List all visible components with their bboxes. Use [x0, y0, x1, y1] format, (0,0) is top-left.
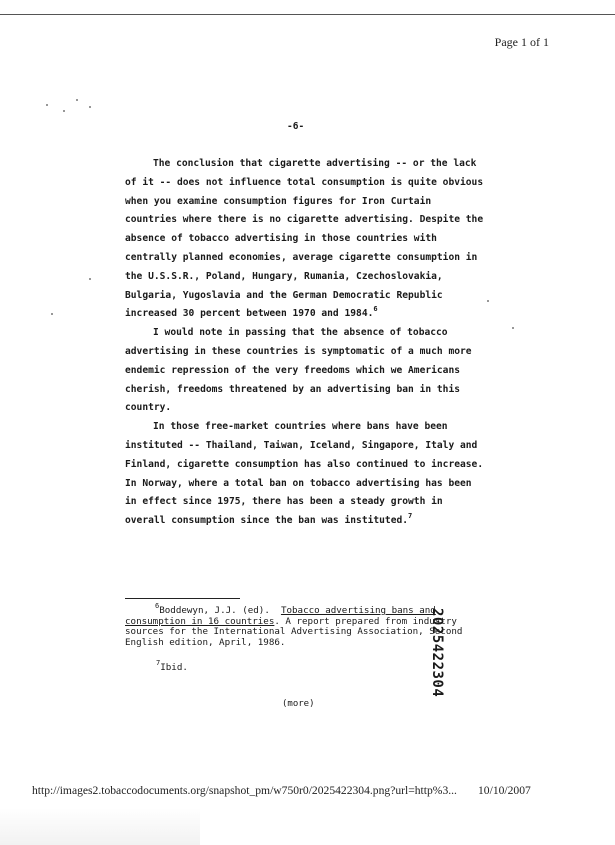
scan-speck — [63, 110, 65, 112]
page-count-header: Page 1 of 1 — [494, 35, 549, 49]
scan-speck — [51, 313, 53, 315]
paragraph-3: In those free-market countries where bans have been instituted -- Thailand, Taiwan, Iceland, Singapore, Italy and Finland, cigarette consumption has also continued to increase. In Norway, where a total ban on tobacco advertising has been in effect since 1975, there has been a steady growth in overall consumption since the ban was instituted.$^7$ — [125, 421, 484, 527]
footnote-ref-7: 7 — [408, 512, 413, 521]
top-rule — [0, 14, 615, 15]
paragraph-2: I would note in passing that the absence of tobacco advertising in these countries is symptomatic of a much more endemic repression of the very freedoms which we Americans cherish, freedoms threatened by an advertising ban in this country. — [125, 327, 472, 414]
footnote-rule — [125, 598, 240, 599]
footnote-7: $^7$Ibid. — [156, 659, 188, 673]
paragraph-1: The conclusion that cigarette advertising -- or the lack of it -- does not influence total consumption is quite obvious when you examine consumption figures for Iron Curtain countries where there is no cigarette advertising. Despite the absence of tobacco advertising in those countries with centrally planned economies, average cigarette consumption in the U.S.S.R., Poland, Hungary, Rumania, Czechoslovakia, Bulgaria, Yugoslavia and the German Democratic Republic increased 30 percent between 1970 and 1984.$^6$ — [125, 158, 484, 320]
scan-speck — [46, 104, 48, 106]
scan-speck — [76, 99, 78, 101]
footnote-6: $^6$Boddewyn, J.J. (ed). Tobacco advertising bans and consumption in 16 countries. A report prepared from industry sources for the International Advertising Association, Second English edition, April, 1986. — [125, 602, 463, 648]
page-number: -6- — [287, 121, 305, 132]
scan-speck — [512, 327, 514, 329]
print-date: 10/10/2007 — [478, 784, 531, 797]
body-text — [125, 155, 485, 531]
continuation-marker: (more) — [282, 699, 315, 709]
scan-speck — [487, 300, 489, 302]
bates-number: 2025422304 — [429, 608, 445, 698]
footnote-title: Tobacco advertising bans and consumption in 16 countries — [125, 605, 436, 627]
scan-speck — [89, 278, 91, 280]
scan-smudge — [0, 808, 200, 845]
footnote-ref-6: 6 — [373, 305, 378, 314]
footer — [32, 784, 531, 797]
scan-speck — [89, 106, 91, 108]
source-url: http://images2.tobaccodocuments.org/snapshot_pm/w750r0/2025422304.png?url=http%3... — [32, 784, 457, 797]
